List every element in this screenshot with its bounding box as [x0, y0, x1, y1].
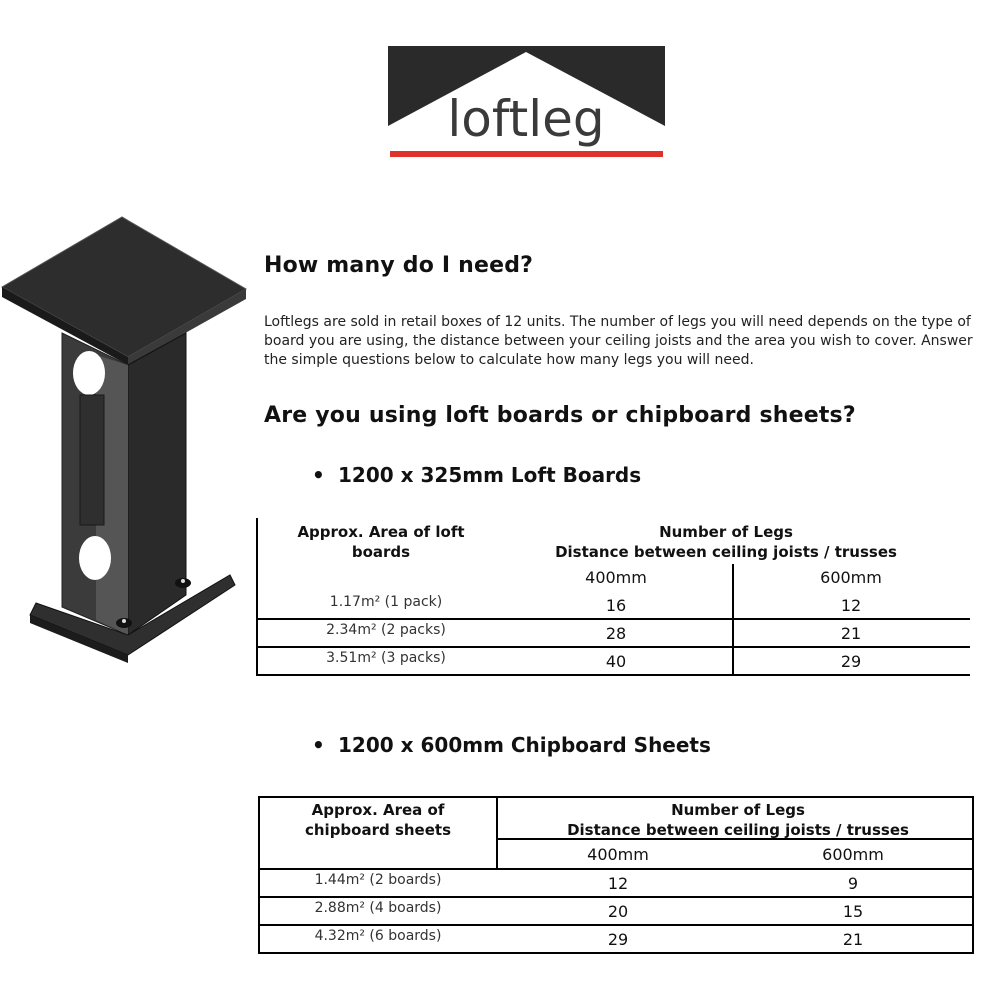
bullet-icon: •	[312, 733, 325, 757]
loft-boards-title: 1200 x 325mm Loft Boards	[338, 463, 642, 487]
legs-header: Number of Legs	[671, 801, 805, 819]
distance-header: Distance between ceiling joists / trusses	[555, 543, 897, 561]
table-row-area: 2.88m² (4 boards)	[314, 900, 442, 916]
loftleg-product-image	[0, 215, 250, 665]
table-row-400: 12	[607, 874, 629, 893]
col-600-header: 600mm	[822, 845, 884, 864]
table-row-area: 4.32m² (6 boards)	[314, 928, 442, 944]
table-row-area: 3.51m² (3 packs)	[326, 650, 446, 666]
table-row-600: 21	[840, 624, 862, 643]
loft-boards-heading	[312, 463, 641, 487]
table-row-400: 29	[607, 930, 629, 949]
table-row-600: 15	[842, 902, 864, 921]
table-row-area: 1.44m² (2 boards)	[314, 872, 442, 888]
table-row-600: 12	[840, 596, 862, 615]
table-row-600: 21	[842, 930, 864, 949]
heading-how-many: How many do I need?	[264, 253, 534, 278]
table-row-600: 9	[847, 874, 859, 893]
area-header: Approx. Area of loft boards	[297, 523, 465, 561]
legs-header: Number of Legs	[659, 523, 793, 541]
distance-header: Distance between ceiling joists / trusses	[567, 821, 909, 839]
chipboard-title: 1200 x 600mm Chipboard Sheets	[338, 733, 711, 757]
col-400-header: 400mm	[585, 568, 647, 587]
table-row-area: 1.17m² (1 pack)	[329, 594, 443, 610]
table-row-400: 28	[605, 624, 627, 643]
logo-text: loftleg	[447, 90, 605, 148]
chipboard-heading	[312, 733, 711, 757]
col-400-header: 400mm	[587, 845, 649, 864]
table-row-400: 20	[607, 902, 629, 921]
table-row-600: 29	[840, 652, 862, 671]
table-row-400: 40	[605, 652, 627, 671]
table-row-400: 16	[605, 596, 627, 615]
chipboard-table	[258, 796, 974, 954]
table-row-area: 2.34m² (2 packs)	[326, 622, 446, 638]
loft-boards-table	[256, 518, 970, 676]
bullet-icon: •	[312, 463, 325, 487]
loftleg-logo	[388, 46, 665, 161]
heading-board-question: Are you using loft boards or chipboard sheets?	[264, 403, 856, 428]
area-header: Approx. Area of chipboard sheets	[304, 801, 452, 839]
col-600-header: 600mm	[820, 568, 882, 587]
intro-paragraph: Loftlegs are sold in retail boxes of 12 units. The number of legs you will need depends on the type of board you are using, the distance between your ceiling joists and the area you wish to cover. Answer the simple questions below to calculate how many legs you will need.	[264, 314, 973, 368]
